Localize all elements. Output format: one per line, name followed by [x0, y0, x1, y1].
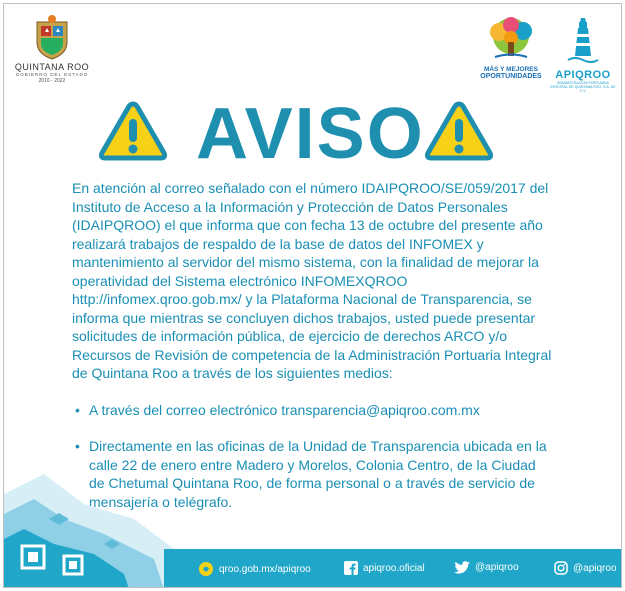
list-item: • A través del correo electrónico transparencia@apiqroo.com.mx	[72, 401, 552, 420]
notice-paragraph: En atención al correo señalado con el número IDAIPQROO/SE/059/2017 del Instituto de Acceso a la Información y Protección de Datos Personales (IDAIPQROO) el que informa que con fecha 13 de octubre del presente año realizará trabajos de respaldo de la base de datos del INFOMEX y mantenimiento al servidor del mismo sistema, con la finalidad de mejorar la operatividad del Sistema electrónico INFOMEXQROO http://infomex.qroo.gob.mx/ y la Plataforma Nacional de Transparencia, se informa que mientras se concluyen dichos trabajos, usted puede presentar solicitudes de información pública, de ejercicio de derechos ARCO y/o Recursos de Revisión de competencia de la Administración Portuaria Integral de Quintana Roo a través de los siguientes medios:	[72, 180, 552, 381]
footer-instagram-label: @apiqroo	[573, 562, 617, 574]
apiqroo-logo-subtitle: ADMINISTRACIÓN PORTUARIA INTEGRAL DE QUINTANA ROO, S.A. DE C.V.	[550, 81, 616, 93]
oportunidades-line1: MÁS Y MEJORES	[484, 66, 538, 73]
notice-frame	[3, 3, 622, 588]
page-title: AVISO	[196, 94, 425, 174]
apiqroo-logo-name: APIQROO	[555, 69, 611, 81]
twitter-icon	[454, 561, 470, 574]
footer-website[interactable]	[198, 561, 311, 577]
quintana-roo-crest-icon	[33, 14, 71, 60]
footer-facebook[interactable]	[344, 561, 425, 575]
qroo-logo-subtitle: GOBIERNO DEL ESTADO	[15, 72, 89, 77]
apiqroo-logo	[550, 16, 616, 93]
web-icon	[198, 561, 214, 577]
qroo-logo-years: 2016 - 2022	[38, 78, 66, 84]
qroo-logo-name: QUINTANA ROO	[14, 62, 90, 72]
footer-instagram[interactable]	[554, 561, 617, 575]
quintana-roo-logo	[12, 14, 92, 84]
list-item: • Directamente en las oficinas de la Unidad de Transparencia ubicada en la calle 22 de enero entre Madero y Morelos, Colonia Centro, de la Ciudad de Chetumal Quintana Roo, de forma personal o a través de servicio de mensajería o telégrafo.	[72, 437, 552, 511]
footer-bar	[164, 549, 621, 588]
footer-website-label: qroo.gob.mx/apiqroo	[219, 563, 311, 575]
footer-twitter[interactable]	[454, 561, 519, 574]
notice-body	[72, 179, 552, 511]
oportunidades-line2: OPORTUNIDADES	[480, 73, 542, 80]
facebook-icon	[344, 561, 358, 575]
tree-icon	[485, 16, 537, 60]
footer-twitter-label: @apiqroo	[475, 562, 519, 573]
oportunidades-logo	[474, 16, 548, 81]
footer-facebook-label: apiqroo.oficial	[363, 562, 425, 574]
warning-icon	[424, 100, 494, 162]
decorative-corner-pattern	[4, 474, 174, 588]
instagram-icon	[554, 561, 568, 575]
warning-icon	[98, 100, 168, 162]
lighthouse-icon	[566, 16, 600, 64]
